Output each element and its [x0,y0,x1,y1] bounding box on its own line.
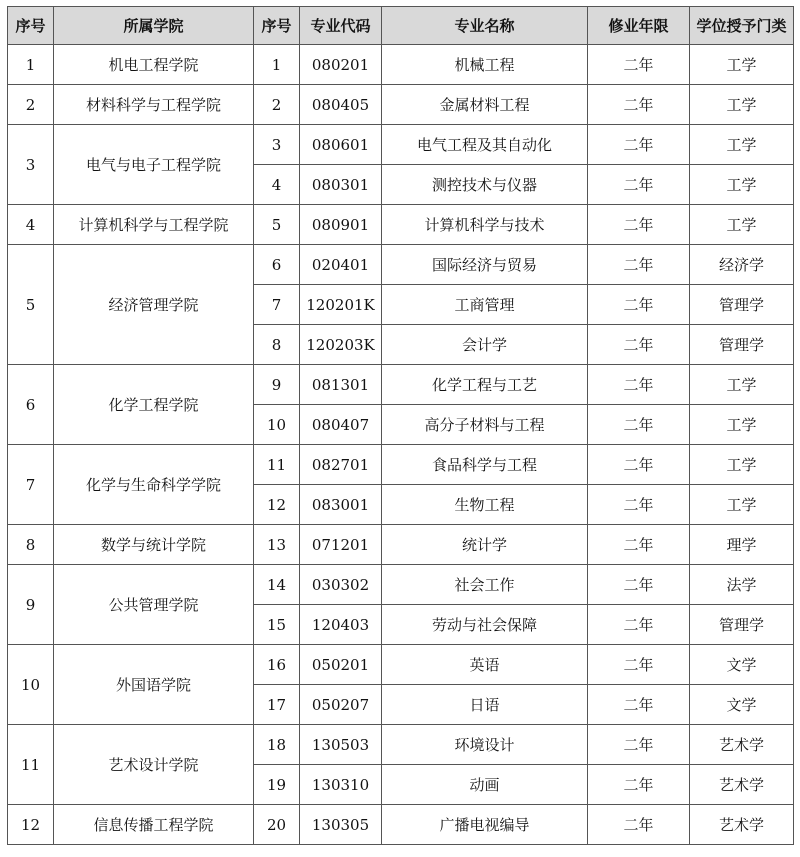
degree-category-cell: 工学 [690,405,794,445]
header-study-years: 修业年限 [588,7,690,45]
major-name-cell: 食品科学与工程 [382,445,588,485]
table-row [8,525,794,565]
major-code-cell: 071201 [300,525,382,565]
header-row [8,7,794,45]
study-years-cell: 二年 [588,685,690,725]
major-name-cell: 会计学 [382,325,588,365]
college-name-cell: 艺术设计学院 [54,725,254,805]
study-years-cell: 二年 [588,725,690,765]
study-years-cell: 二年 [588,205,690,245]
degree-category-cell: 管理学 [690,605,794,645]
header-major-code: 专业代码 [300,7,382,45]
major-name-cell: 社会工作 [382,565,588,605]
college-number-cell: 2 [8,85,54,125]
major-name-cell: 工商管理 [382,285,588,325]
major-name-cell: 统计学 [382,525,588,565]
major-code-cell: 080301 [300,165,382,205]
degree-category-cell: 艺术学 [690,805,794,845]
major-code-cell: 020401 [300,245,382,285]
table-header [8,7,794,45]
major-name-cell: 金属材料工程 [382,85,588,125]
major-code-cell: 082701 [300,445,382,485]
degree-category-cell: 文学 [690,685,794,725]
major-code-cell: 080405 [300,85,382,125]
table-row [8,245,794,285]
study-years-cell: 二年 [588,765,690,805]
major-code-cell: 120203K [300,325,382,365]
major-number-cell: 18 [254,725,300,765]
degree-category-cell: 工学 [690,445,794,485]
major-name-cell: 计算机科学与技术 [382,205,588,245]
major-number-cell: 2 [254,85,300,125]
study-years-cell: 二年 [588,445,690,485]
header-college: 所属学院 [54,7,254,45]
degree-category-cell: 管理学 [690,325,794,365]
degree-category-cell: 法学 [690,565,794,605]
major-name-cell: 劳动与社会保障 [382,605,588,645]
college-name-cell: 电气与电子工程学院 [54,125,254,205]
college-number-cell: 8 [8,525,54,565]
college-number-cell: 5 [8,245,54,365]
major-name-cell: 日语 [382,685,588,725]
major-name-cell: 动画 [382,765,588,805]
study-years-cell: 二年 [588,645,690,685]
major-name-cell: 高分子材料与工程 [382,405,588,445]
table-row [8,645,794,685]
major-number-cell: 14 [254,565,300,605]
major-number-cell: 10 [254,405,300,445]
college-number-cell: 11 [8,725,54,805]
degree-category-cell: 管理学 [690,285,794,325]
header-major-name: 专业名称 [382,7,588,45]
major-code-cell: 050201 [300,645,382,685]
header-college-number: 序号 [8,7,54,45]
college-name-cell: 机电工程学院 [54,45,254,85]
college-name-cell: 计算机科学与工程学院 [54,205,254,245]
college-name-cell: 材料科学与工程学院 [54,85,254,125]
study-years-cell: 二年 [588,525,690,565]
degree-category-cell: 文学 [690,645,794,685]
major-code-cell: 130305 [300,805,382,845]
table-row [8,365,794,405]
major-number-cell: 8 [254,325,300,365]
degree-category-cell: 工学 [690,125,794,165]
major-code-cell: 130310 [300,765,382,805]
table-row [8,725,794,765]
major-name-cell: 生物工程 [382,485,588,525]
table-row [8,85,794,125]
major-name-cell: 机械工程 [382,45,588,85]
major-number-cell: 15 [254,605,300,645]
degree-category-cell: 艺术学 [690,725,794,765]
table-row [8,445,794,485]
study-years-cell: 二年 [588,805,690,845]
college-number-cell: 6 [8,365,54,445]
study-years-cell: 二年 [588,325,690,365]
major-number-cell: 16 [254,645,300,685]
major-name-cell: 化学工程与工艺 [382,365,588,405]
college-number-cell: 7 [8,445,54,525]
major-code-cell: 030302 [300,565,382,605]
major-number-cell: 1 [254,45,300,85]
major-number-cell: 6 [254,245,300,285]
degree-category-cell: 工学 [690,165,794,205]
major-number-cell: 7 [254,285,300,325]
major-number-cell: 17 [254,685,300,725]
degree-category-cell: 工学 [690,85,794,125]
major-code-cell: 081301 [300,365,382,405]
major-name-cell: 测控技术与仪器 [382,165,588,205]
college-number-cell: 3 [8,125,54,205]
major-code-cell: 120403 [300,605,382,645]
study-years-cell: 二年 [588,45,690,85]
major-number-cell: 20 [254,805,300,845]
college-number-cell: 12 [8,805,54,845]
major-number-cell: 12 [254,485,300,525]
major-name-cell: 国际经济与贸易 [382,245,588,285]
table-row [8,45,794,85]
major-code-cell: 050207 [300,685,382,725]
header-major-number: 序号 [254,7,300,45]
major-name-cell: 广播电视编导 [382,805,588,845]
college-name-cell: 化学与生命科学学院 [54,445,254,525]
table-row [8,205,794,245]
degree-category-cell: 艺术学 [690,765,794,805]
major-name-cell: 环境设计 [382,725,588,765]
degree-category-cell: 工学 [690,365,794,405]
major-number-cell: 3 [254,125,300,165]
major-number-cell: 19 [254,765,300,805]
college-name-cell: 经济管理学院 [54,245,254,365]
major-name-cell: 英语 [382,645,588,685]
college-number-cell: 1 [8,45,54,85]
study-years-cell: 二年 [588,565,690,605]
study-years-cell: 二年 [588,165,690,205]
study-years-cell: 二年 [588,125,690,165]
study-years-cell: 二年 [588,605,690,645]
study-years-cell: 二年 [588,485,690,525]
degree-category-cell: 工学 [690,45,794,85]
college-number-cell: 10 [8,645,54,725]
major-code-cell: 080601 [300,125,382,165]
major-code-cell: 080201 [300,45,382,85]
college-name-cell: 外国语学院 [54,645,254,725]
college-number-cell: 4 [8,205,54,245]
table-row [8,125,794,165]
major-code-cell: 130503 [300,725,382,765]
college-name-cell: 数学与统计学院 [54,525,254,565]
study-years-cell: 二年 [588,85,690,125]
major-number-cell: 9 [254,365,300,405]
major-code-cell: 080901 [300,205,382,245]
degree-category-cell: 工学 [690,205,794,245]
study-years-cell: 二年 [588,245,690,285]
study-years-cell: 二年 [588,405,690,445]
major-name-cell: 电气工程及其自动化 [382,125,588,165]
major-number-cell: 4 [254,165,300,205]
college-name-cell: 信息传播工程学院 [54,805,254,845]
degree-category-cell: 工学 [690,485,794,525]
major-number-cell: 5 [254,205,300,245]
major-number-cell: 11 [254,445,300,485]
table-row [8,565,794,605]
study-years-cell: 二年 [588,365,690,405]
major-code-cell: 120201K [300,285,382,325]
majors-table [7,6,794,845]
degree-category-cell: 经济学 [690,245,794,285]
major-number-cell: 13 [254,525,300,565]
header-degree-category: 学位授予门类 [690,7,794,45]
college-name-cell: 公共管理学院 [54,565,254,645]
study-years-cell: 二年 [588,285,690,325]
major-code-cell: 083001 [300,485,382,525]
document-page [7,6,793,845]
table-body [8,45,794,845]
table-row [8,805,794,845]
major-code-cell: 080407 [300,405,382,445]
college-name-cell: 化学工程学院 [54,365,254,445]
college-number-cell: 9 [8,565,54,645]
degree-category-cell: 理学 [690,525,794,565]
